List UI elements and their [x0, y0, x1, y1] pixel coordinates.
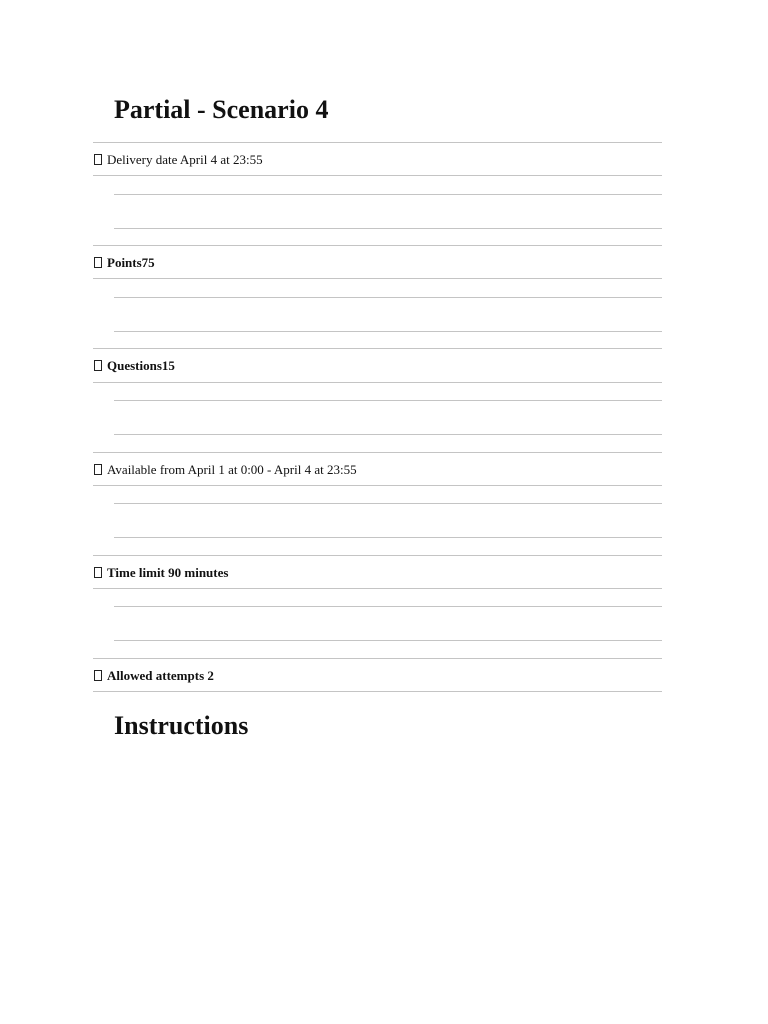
availability-icon	[94, 464, 102, 475]
divider	[93, 485, 662, 486]
divider	[114, 434, 662, 435]
page-title: Partial - Scenario 4	[114, 95, 329, 124]
divider	[114, 503, 662, 504]
divider	[114, 606, 662, 607]
divider	[93, 278, 662, 279]
points-icon	[94, 257, 102, 268]
divider	[114, 331, 662, 332]
availability-text: Available from April 1 at 0:00 - April 4 at 23:55	[107, 461, 357, 477]
detail-row-questions	[93, 349, 662, 382]
clock-icon	[94, 567, 102, 578]
points-text: Points75	[107, 254, 155, 270]
questions-text: Questions15	[107, 357, 175, 373]
divider	[93, 691, 662, 692]
divider	[93, 588, 662, 589]
instructions-heading: Instructions	[114, 711, 249, 740]
detail-row-attempts	[93, 659, 662, 692]
detail-row-availability	[93, 453, 662, 486]
detail-row-points	[93, 246, 662, 279]
calendar-icon	[94, 154, 102, 165]
divider	[93, 382, 662, 383]
divider	[93, 175, 662, 176]
divider	[114, 400, 662, 401]
attempts-text: Allowed attempts 2	[107, 667, 214, 683]
questions-icon	[94, 360, 102, 371]
divider	[114, 297, 662, 298]
delivery-date-text: Delivery date April 4 at 23:55	[107, 151, 263, 167]
divider	[114, 194, 662, 195]
detail-row-delivery-date	[93, 143, 662, 176]
divider	[114, 640, 662, 641]
detail-row-time-limit	[93, 556, 662, 589]
divider	[114, 228, 662, 229]
attempts-icon	[94, 670, 102, 681]
time-limit-text: Time limit 90 minutes	[107, 564, 229, 580]
divider	[114, 537, 662, 538]
